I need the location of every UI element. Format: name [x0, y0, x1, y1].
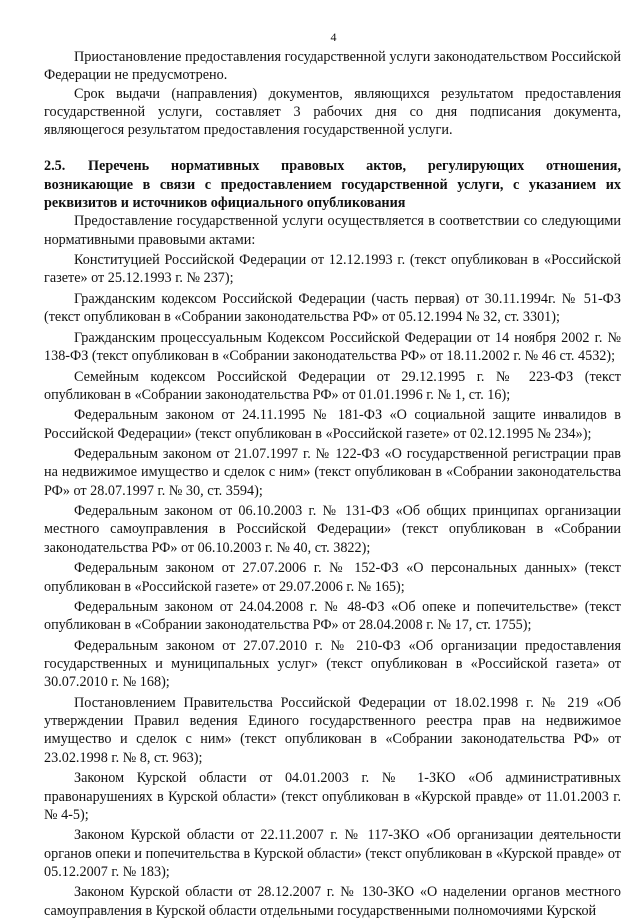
act-item: Гражданским процессуальным Кодексом Российской Федерации от 14 ноября 2002 г. № 138-ФЗ (текст опубликован в «Собрании законодательства РФ» от 18.11.2002 г. № 46 ст. 4532);: [44, 329, 621, 365]
act-item: Федеральным законом от 06.10.2003 г. № 131-ФЗ «Об общих принципах организации местного самоуправления в Российской Федерации» (текст опубликован в «Собрании законодательства РФ» от 06.10.2003 г. № 40, ст. 3822);: [44, 503, 621, 556]
act-item: Законом Курской области от 04.01.2003 г. № 1-ЗКО «Об административных правонарушениях в Курской области» (текст опубликован в «Курской правде» от 11.01.2003 г. № 4-5);: [44, 770, 621, 823]
act-item: Федеральным законом от 24.11.1995 № 181-ФЗ «О социальной защите инвалидов в Российской Федерации» (текст опубликован в «Российской газете» от 02.12.1995 № 234»);: [44, 407, 621, 442]
act-item: Законом Курской области от 22.11.2007 г. № 117-ЗКО «Об организации деятельности органов опеки и попечительства в Курской области» (текст опубликован в «Курской правде» от 05.12.2007 г. № 183);: [44, 827, 621, 880]
act-item: Законом Курской области от 28.12.2007 г. № 130-ЗКО «О наделении органов местного самоуправления в Курской области отдельными государственными полномочиями Курской: [44, 884, 621, 919]
act-item: Федеральным законом от 27.07.2006 г. № 152-ФЗ «О персональных данных» (текст опубликован в «Российской газете» от 29.07.2006 г. № 165);: [44, 560, 621, 595]
intro-paragraph-suspension: Приостановление предоставления государственной услуги законодательством Российской Федерации не предусмотрено.: [44, 49, 621, 84]
section-heading: [44, 157, 621, 212]
section-number: 2.5.: [44, 158, 66, 175]
section-spacer: [44, 139, 621, 157]
act-item: Федеральным законом от 24.04.2008 г. № 48-ФЗ «Об опеке и попечительстве» (текст опубликован в «Собрании законодательства РФ» от 28.04.2008 г. № 17, ст. 1755);: [44, 599, 621, 634]
act-item: Конституцией Российской Федерации от 12.12.1993 г. (текст опубликован в «Российской газете» от 25.12.1993 г. № 237);: [44, 252, 621, 287]
act-item: Постановлением Правительства Российской Федерации от 18.02.1998 г. № 219 «Об утверждении Правил ведения Единого государственного реестра прав на недвижимое имущество и сделок с ним» (текст опубликован в «Собрании законодательства РФ» от 23.02.1998 г. № 8, ст. 963);: [44, 694, 621, 766]
act-item: Федеральным законом от 21.07.1997 г. № 122-ФЗ «О государственной регистрации прав на недвижимое имущество и сделок с ним» (текст опубликован в «Собрании законодательства РФ» от 28.07.1997 г. № 30, ст. 3594);: [44, 446, 621, 499]
section-title: Перечень нормативных правовых актов, регулирующих отношения, возникающие в связи с предоставлением государственной услуги, с указанием их реквизитов и источников официального опубликования: [44, 158, 621, 212]
page-number: 4: [330, 30, 337, 44]
act-item: Семейным кодексом Российской Федерации от 29.12.1995 г. № 223-ФЗ (текст опубликован в «Собрании законодательства РФ» от 01.01.1996 г. № 1, ст. 16);: [44, 368, 621, 403]
intro-paragraph-deadline: Срок выдачи (направления) документов, являющихся результатом предоставления государственной услуги, составляет 3 рабочих дня со дня подписания документа, являющегося результатом предоставления государственной услуги.: [44, 85, 621, 139]
section-lead: Предоставление государственной услуги осуществляется в соответствии со следующими нормативными правовыми актами:: [44, 213, 621, 248]
document-page: [44, 30, 621, 920]
act-item: Гражданским кодексом Российской Федерации (часть первая) от 30.11.1994г. № 51-ФЗ (текст опубликован в «Собрании законодательства РФ» от 05.12.1994 № 32, ст. 3301);: [44, 290, 621, 326]
act-item: Федеральным законом от 27.07.2010 г. № 210-ФЗ «Об организации предоставления государственных и муниципальных услуг» (текст опубликован в «Российской газета» от 30.07.2010 г. № 168);: [44, 637, 621, 691]
